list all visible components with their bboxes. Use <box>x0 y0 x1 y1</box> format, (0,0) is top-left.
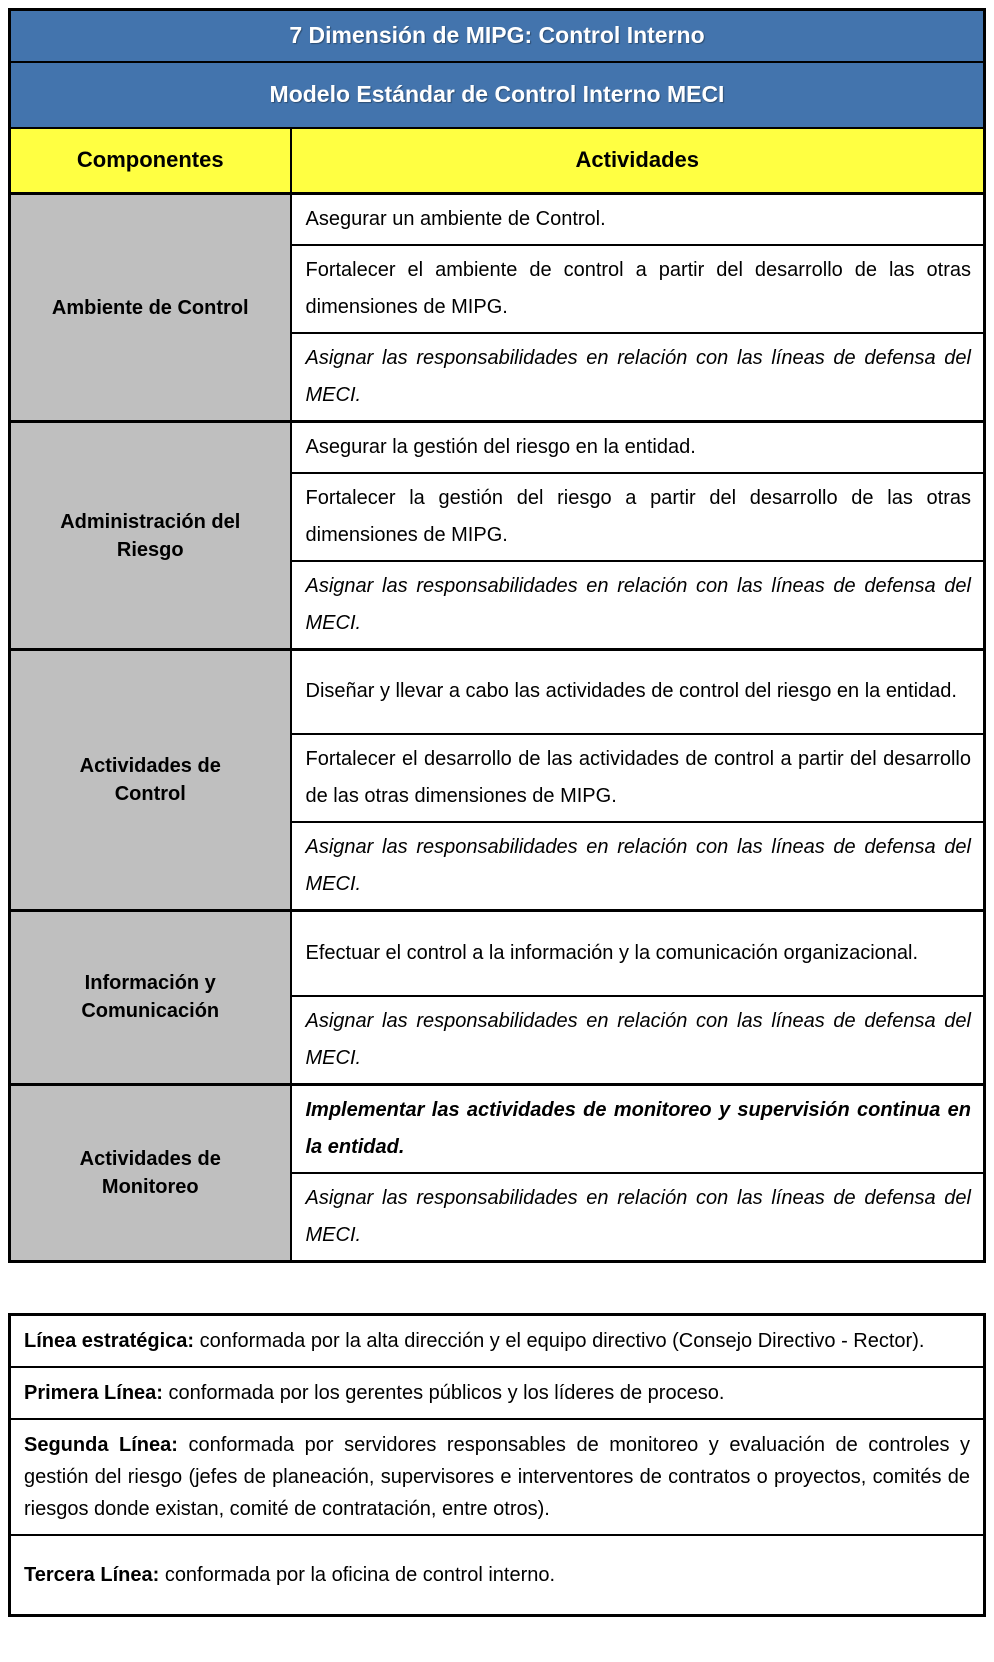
meci-table <box>8 8 986 1263</box>
defense-line-label: Primera Línea: <box>24 1382 163 1404</box>
activity-cell: Asignar las responsabilidades en relación con las líneas de defensa del MECI. <box>291 822 985 911</box>
defense-line-primera <box>11 1366 983 1418</box>
vertical-gap <box>8 1263 986 1313</box>
activity-cell: Asignar las responsabilidades en relación con las líneas de defensa del MECI. <box>291 333 985 422</box>
table-row <box>10 1085 985 1174</box>
activity-cell: Asignar las responsabilidades en relación con las líneas de defensa del MECI. <box>291 1173 985 1262</box>
defense-line-estrategica <box>11 1316 983 1366</box>
defense-line-text: conformada por la oficina de control interno. <box>164 1564 556 1586</box>
table-row <box>10 422 985 474</box>
activity-cell: Asignar las responsabilidades en relación con las líneas de defensa del MECI. <box>291 996 985 1085</box>
component-actividades-de-control: Actividades de Control <box>10 650 291 911</box>
activity-cell: Asegurar un ambiente de Control. <box>291 194 985 246</box>
defense-line-text: conformada por la alta dirección y el equipo directivo (Consejo Directivo - Rector). <box>199 1330 925 1352</box>
table-row <box>10 650 985 734</box>
defense-line-label: Línea estratégica: <box>24 1330 195 1352</box>
activity-cell: Fortalecer el ambiente de control a partir del desarrollo de las otras dimensiones de MIPG. <box>291 245 985 333</box>
activity-cell: Diseñar y llevar a cabo las actividades de control del riesgo en la entidad. <box>291 650 985 734</box>
defense-line-tercera <box>11 1534 983 1614</box>
table-row <box>10 194 985 246</box>
defense-line-text: conformada por los gerentes públicos y los líderes de proceso. <box>168 1382 725 1404</box>
component-ambiente-de-control: Ambiente de Control <box>10 194 291 422</box>
activity-cell: Asignar las responsabilidades en relación con las líneas de defensa del MECI. <box>291 561 985 650</box>
activity-cell: Fortalecer la gestión del riesgo a partir del desarrollo de las otras dimensiones de MIPG. <box>291 473 985 561</box>
column-header-actividades: Actividades <box>291 128 985 194</box>
column-header-row <box>10 128 985 194</box>
activity-cell: Fortalecer el desarrollo de las actividades de control a partir del desarrollo de las otras dimensiones de MIPG. <box>291 734 985 822</box>
lines-of-defense-box <box>8 1313 986 1617</box>
defense-line-label: Tercera Línea: <box>24 1564 160 1586</box>
table-title-row <box>10 10 985 62</box>
defense-line-label: Segunda Línea: <box>24 1434 178 1456</box>
component-informacion-y-comunicacion: Información y Comunicación <box>10 910 291 1085</box>
component-actividades-de-monitoreo: Actividades de Monitoreo <box>10 1085 291 1262</box>
activity-cell: Implementar las actividades de monitoreo y supervisión continua en la entidad. <box>291 1085 985 1174</box>
defense-line-text: conformada por servidores responsables de monitoreo y evaluación de controles y gestión del riesgo (jefes de planeación, supervisores e interventores de contratos o proyectos, comités de riesgos donde existan, comité de contratación, entre otros). <box>24 1434 971 1520</box>
activity-cell: Efectuar el control a la información y la comunicación organizacional. <box>291 910 985 996</box>
page-title: 7 Dimensión de MIPG: Control Interno <box>10 10 985 62</box>
page-subtitle: Modelo Estándar de Control Interno MECI <box>10 62 985 128</box>
defense-line-segunda <box>11 1418 983 1534</box>
table-subtitle-row <box>10 62 985 128</box>
column-header-componentes: Componentes <box>10 128 291 194</box>
activity-cell: Asegurar la gestión del riesgo en la entidad. <box>291 422 985 474</box>
component-administracion-del-riesgo: Administración del Riesgo <box>10 422 291 650</box>
table-row <box>10 910 985 996</box>
